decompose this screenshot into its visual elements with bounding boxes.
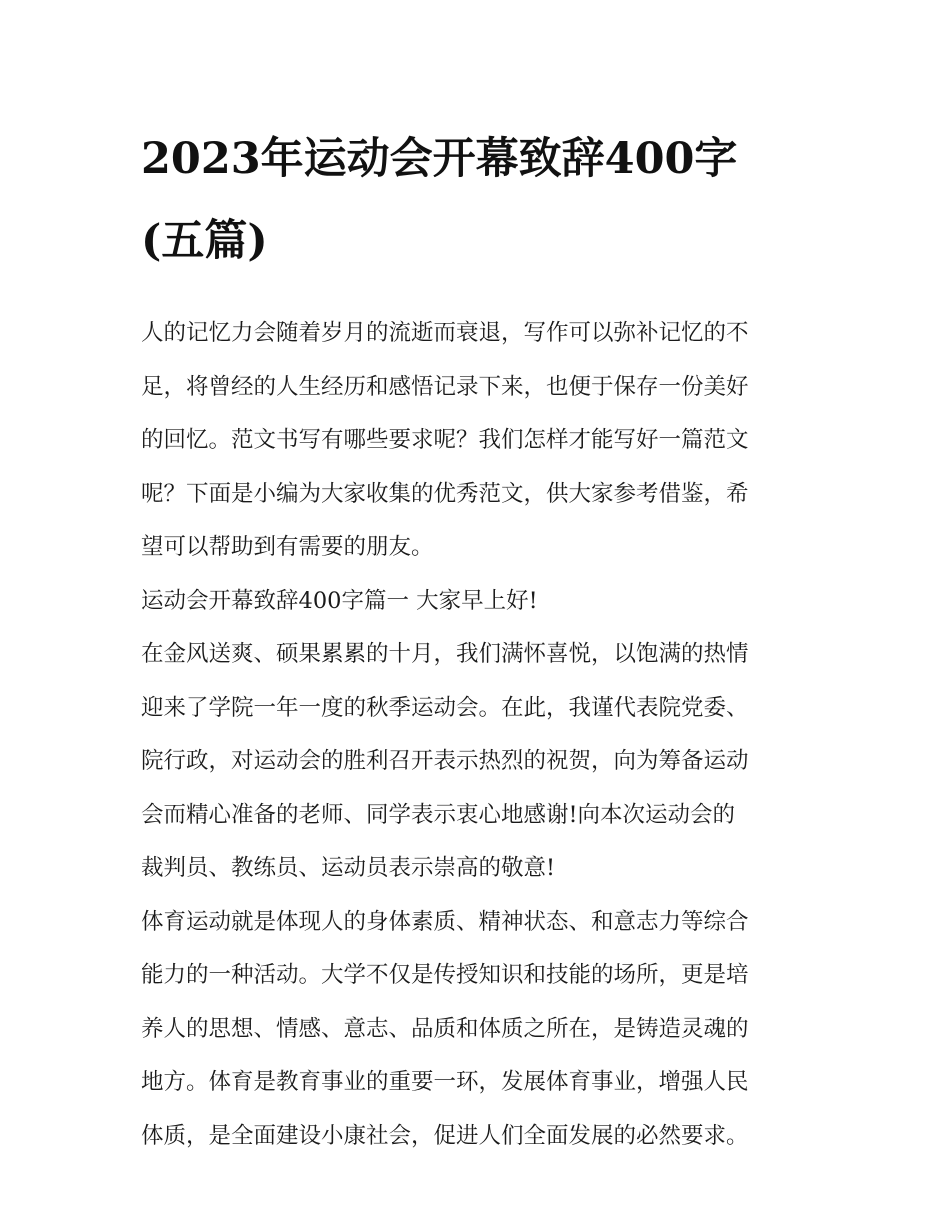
text-line: 迎来了学院一年一度的秋季运动会。在此，我谨代表院党委、 [141, 694, 749, 721]
text-line: 的回忆。范文书写有哪些要求呢？我们怎样才能写好一篇范文 [141, 427, 749, 453]
document-body [141, 307, 813, 1163]
text-line: 人的记忆力会随着岁月的流逝而衰退，写作可以弥补记忆的不 [141, 320, 749, 346]
text-line: 望可以帮助到有需要的朋友。 [141, 534, 434, 560]
text-line: 养人的思想、情感、意志、品质和体质之所在，是铸造灵魂的 [141, 1015, 749, 1042]
text-line: 运动会开幕致辞400字篇一 大家早上好! [141, 587, 538, 614]
text-line: 体质，是全面建设小康社会，促进人们全面发展的必然要求。 [141, 1122, 749, 1149]
text-line: 地方。体育是教育事业的重要一环，发展体育事业，增强人民 [141, 1069, 749, 1095]
section-heading-paragraph [141, 575, 813, 629]
text-line: 在金风送爽、硕果累累的十月，我们满怀喜悦，以饱满的热情 [141, 641, 749, 667]
text-line: 能力的一种活动。大学不仅是传授知识和技能的场所，更是培 [141, 962, 749, 988]
text-line: 呢？下面是小编为大家收集的优秀范文，供大家参考借鉴，希 [141, 480, 749, 507]
document-title [141, 118, 813, 282]
text-line: 体育运动就是体现人的身体素质、精神状态、和意志力等综合 [141, 908, 749, 935]
text-line: 裁判员、教练员、运动员表示崇高的敬意! [141, 855, 556, 881]
intro-paragraph [141, 307, 813, 575]
title-line: 2023年运动会开幕致辞400字 [141, 134, 738, 184]
text-line: 会而精心准备的老师、同学表示衷心地感谢!向本次运动会的 [141, 801, 736, 828]
body-paragraph [141, 896, 813, 1164]
document-content [141, 118, 813, 1163]
title-line: (五篇) [141, 216, 268, 266]
text-line: 足，将曾经的人生经历和感悟记录下来，也便于保存一份美好 [141, 373, 749, 400]
body-paragraph [141, 628, 813, 896]
text-line: 院行政，对运动会的胜利召开表示热烈的祝贺，向为筹备运动 [141, 748, 749, 774]
